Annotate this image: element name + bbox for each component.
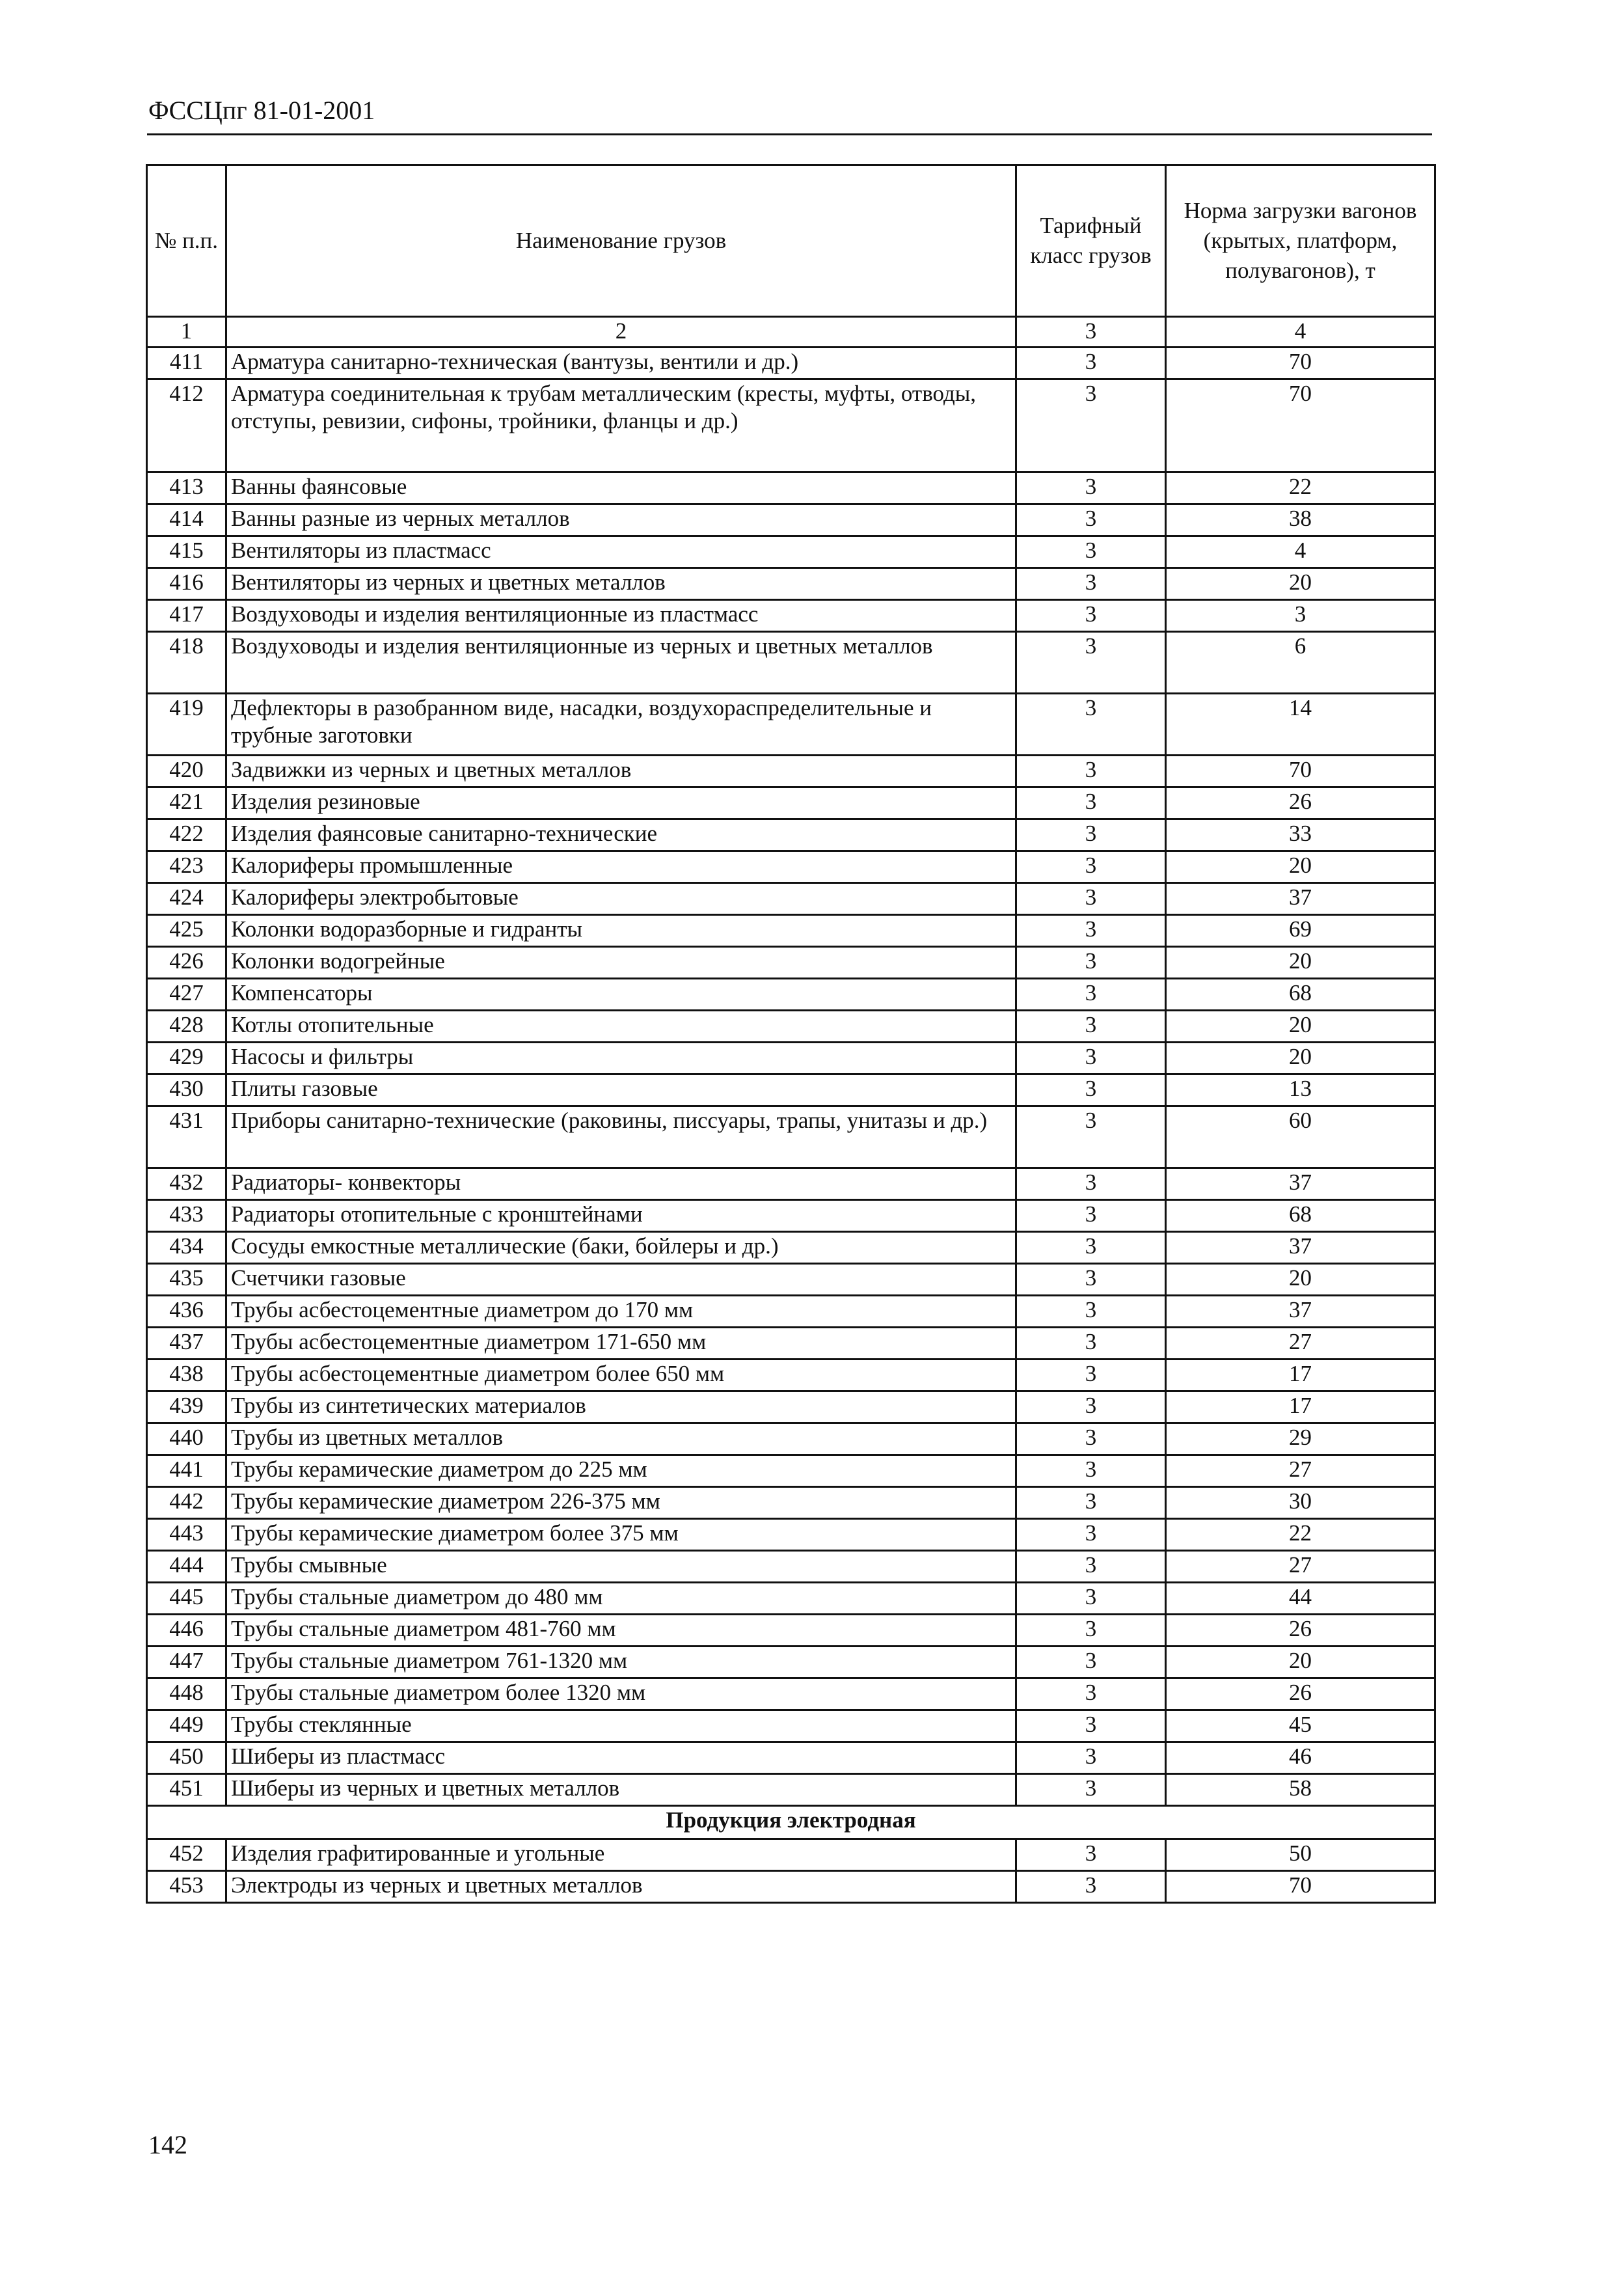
load-norm: 27 xyxy=(1166,1455,1435,1487)
column-header-norm: Норма загрузки вагонов (крытых, платформ, полувагонов), т xyxy=(1166,165,1435,317)
row-number: 436 xyxy=(147,1296,226,1328)
load-norm: 70 xyxy=(1166,348,1435,379)
load-norm: 20 xyxy=(1166,1264,1435,1296)
load-norm: 37 xyxy=(1166,1168,1435,1200)
load-norm: 29 xyxy=(1166,1423,1435,1455)
cargo-name: Трубы асбестоцементные диаметром более 650 мм xyxy=(226,1360,1016,1391)
column-index: 2 xyxy=(226,317,1016,348)
tariff-class: 3 xyxy=(1016,1742,1166,1774)
tariff-class: 3 xyxy=(1016,1710,1166,1742)
row-number: 419 xyxy=(147,694,226,756)
cargo-name: Арматура санитарно-техническая (вантузы, вентили и др.) xyxy=(226,348,1016,379)
cargo-name: Вентиляторы из черных и цветных металлов xyxy=(226,568,1016,600)
row-number: 452 xyxy=(147,1839,226,1871)
table-row xyxy=(147,1583,1435,1615)
cargo-name: Изделия фаянсовые санитарно-технические xyxy=(226,819,1016,851)
load-norm: 33 xyxy=(1166,819,1435,851)
column-index: 3 xyxy=(1016,317,1166,348)
table-row xyxy=(147,1074,1435,1106)
section-row xyxy=(147,1806,1435,1839)
tariff-class: 3 xyxy=(1016,1200,1166,1232)
tariff-class: 3 xyxy=(1016,1455,1166,1487)
table-row xyxy=(147,472,1435,504)
cargo-name: Арматура соединительная к трубам металлическим (кресты, муфты, отводы, отступы, ревизии, сифоны, тройники, фланцы и др.) xyxy=(226,379,1016,472)
table-row xyxy=(147,1774,1435,1806)
tariff-class: 3 xyxy=(1016,1168,1166,1200)
column-header-number: № п.п. xyxy=(147,165,226,317)
table-row xyxy=(147,694,1435,756)
tariff-class: 3 xyxy=(1016,1839,1166,1871)
tariff-class: 3 xyxy=(1016,472,1166,504)
load-norm: 17 xyxy=(1166,1391,1435,1423)
cargo-name: Изделия резиновые xyxy=(226,787,1016,819)
cargo-table xyxy=(146,164,1436,1904)
cargo-name: Изделия графитированные и угольные xyxy=(226,1839,1016,1871)
cargo-name: Трубы стальные диаметром 481-760 мм xyxy=(226,1615,1016,1647)
load-norm: 14 xyxy=(1166,694,1435,756)
cargo-name: Трубы керамические диаметром более 375 мм xyxy=(226,1519,1016,1551)
table-row xyxy=(147,379,1435,472)
tariff-class: 3 xyxy=(1016,1423,1166,1455)
cargo-name: Ванны фаянсовые xyxy=(226,472,1016,504)
load-norm: 60 xyxy=(1166,1106,1435,1168)
row-number: 416 xyxy=(147,568,226,600)
tariff-class: 3 xyxy=(1016,915,1166,947)
row-number: 445 xyxy=(147,1583,226,1615)
table-row xyxy=(147,851,1435,883)
table-row xyxy=(147,1423,1435,1455)
cargo-name: Ванны разные из черных металлов xyxy=(226,504,1016,536)
cargo-name: Дефлекторы в разобранном виде, насадки, воздухораспределительные и трубные заготовки xyxy=(226,694,1016,756)
load-norm: 30 xyxy=(1166,1487,1435,1519)
tariff-class: 3 xyxy=(1016,1583,1166,1615)
table-row xyxy=(147,1106,1435,1168)
row-number: 438 xyxy=(147,1360,226,1391)
tariff-class: 3 xyxy=(1016,1551,1166,1583)
load-norm: 4 xyxy=(1166,536,1435,568)
row-number: 411 xyxy=(147,348,226,379)
row-number: 439 xyxy=(147,1391,226,1423)
load-norm: 58 xyxy=(1166,1774,1435,1806)
load-norm: 26 xyxy=(1166,1678,1435,1710)
row-number: 412 xyxy=(147,379,226,472)
row-number: 434 xyxy=(147,1232,226,1264)
table-row xyxy=(147,632,1435,694)
cargo-name: Трубы керамические диаметром 226-375 мм xyxy=(226,1487,1016,1519)
header-rule xyxy=(147,133,1432,135)
cargo-name: Приборы санитарно-технические (раковины, писсуары, трапы, унитазы и др.) xyxy=(226,1106,1016,1168)
table-row xyxy=(147,1839,1435,1871)
tariff-class: 3 xyxy=(1016,504,1166,536)
tariff-class: 3 xyxy=(1016,1615,1166,1647)
tariff-class: 3 xyxy=(1016,1519,1166,1551)
load-norm: 37 xyxy=(1166,1296,1435,1328)
row-number: 443 xyxy=(147,1519,226,1551)
load-norm: 50 xyxy=(1166,1839,1435,1871)
table-row xyxy=(147,1647,1435,1678)
load-norm: 20 xyxy=(1166,947,1435,979)
table-row xyxy=(147,1043,1435,1074)
cargo-name: Шиберы из пластмасс xyxy=(226,1742,1016,1774)
tariff-class: 3 xyxy=(1016,379,1166,472)
row-number: 415 xyxy=(147,536,226,568)
load-norm: 46 xyxy=(1166,1742,1435,1774)
tariff-class: 3 xyxy=(1016,632,1166,694)
table-row xyxy=(147,1678,1435,1710)
row-number: 418 xyxy=(147,632,226,694)
table-row xyxy=(147,883,1435,915)
row-number: 417 xyxy=(147,600,226,632)
load-norm: 38 xyxy=(1166,504,1435,536)
row-number: 421 xyxy=(147,787,226,819)
tariff-class: 3 xyxy=(1016,1487,1166,1519)
table-row xyxy=(147,1264,1435,1296)
tariff-class: 3 xyxy=(1016,536,1166,568)
tariff-class: 3 xyxy=(1016,1043,1166,1074)
load-norm: 70 xyxy=(1166,756,1435,787)
load-norm: 45 xyxy=(1166,1710,1435,1742)
cargo-name: Трубы из цветных металлов xyxy=(226,1423,1016,1455)
load-norm: 22 xyxy=(1166,1519,1435,1551)
table-row xyxy=(147,1487,1435,1519)
tariff-class: 3 xyxy=(1016,1011,1166,1043)
cargo-name: Трубы стальные диаметром 761-1320 мм xyxy=(226,1647,1016,1678)
tariff-class: 3 xyxy=(1016,1391,1166,1423)
row-number: 449 xyxy=(147,1710,226,1742)
table-row xyxy=(147,915,1435,947)
tariff-class: 3 xyxy=(1016,1106,1166,1168)
cargo-name: Колонки водоразборные и гидранты xyxy=(226,915,1016,947)
page-number: 142 xyxy=(148,2130,187,2159)
load-norm: 6 xyxy=(1166,632,1435,694)
tariff-class: 3 xyxy=(1016,1360,1166,1391)
row-number: 430 xyxy=(147,1074,226,1106)
table-row xyxy=(147,1232,1435,1264)
table-row xyxy=(147,1011,1435,1043)
table-row xyxy=(147,536,1435,568)
row-number: 453 xyxy=(147,1871,226,1903)
cargo-name: Шиберы из черных и цветных металлов xyxy=(226,1774,1016,1806)
cargo-name: Трубы стальные диаметром до 480 мм xyxy=(226,1583,1016,1615)
row-number: 427 xyxy=(147,979,226,1011)
cargo-name: Котлы отопительные xyxy=(226,1011,1016,1043)
tariff-class: 3 xyxy=(1016,1678,1166,1710)
section-title: Продукция электродная xyxy=(147,1806,1435,1839)
table-row xyxy=(147,1296,1435,1328)
cargo-name: Плиты газовые xyxy=(226,1074,1016,1106)
row-number: 423 xyxy=(147,851,226,883)
table-row xyxy=(147,1391,1435,1423)
row-number: 428 xyxy=(147,1011,226,1043)
tariff-class: 3 xyxy=(1016,1074,1166,1106)
row-number: 425 xyxy=(147,915,226,947)
table-row xyxy=(147,504,1435,536)
cargo-name: Калориферы промышленные xyxy=(226,851,1016,883)
cargo-name: Воздуховоды и изделия вентиляционные из пластмасс xyxy=(226,600,1016,632)
tariff-class: 3 xyxy=(1016,1871,1166,1903)
table-row xyxy=(147,1200,1435,1232)
row-number: 431 xyxy=(147,1106,226,1168)
cargo-name: Вентиляторы из пластмасс xyxy=(226,536,1016,568)
tariff-class: 3 xyxy=(1016,348,1166,379)
table-row xyxy=(147,348,1435,379)
row-number: 420 xyxy=(147,756,226,787)
column-index-row xyxy=(147,317,1435,348)
cargo-name: Трубы асбестоцементные диаметром 171-650 мм xyxy=(226,1328,1016,1360)
tariff-class: 3 xyxy=(1016,1296,1166,1328)
load-norm: 26 xyxy=(1166,787,1435,819)
cargo-name: Воздуховоды и изделия вентиляционные из черных и цветных металлов xyxy=(226,632,1016,694)
load-norm: 20 xyxy=(1166,568,1435,600)
tariff-class: 3 xyxy=(1016,947,1166,979)
row-number: 444 xyxy=(147,1551,226,1583)
row-number: 442 xyxy=(147,1487,226,1519)
table-row xyxy=(147,1871,1435,1903)
table-row xyxy=(147,1615,1435,1647)
row-number: 441 xyxy=(147,1455,226,1487)
tariff-class: 3 xyxy=(1016,1264,1166,1296)
tariff-class: 3 xyxy=(1016,1232,1166,1264)
load-norm: 37 xyxy=(1166,1232,1435,1264)
table-row xyxy=(147,1455,1435,1487)
load-norm: 70 xyxy=(1166,379,1435,472)
row-number: 447 xyxy=(147,1647,226,1678)
load-norm: 13 xyxy=(1166,1074,1435,1106)
cargo-name: Компенсаторы xyxy=(226,979,1016,1011)
tariff-class: 3 xyxy=(1016,979,1166,1011)
row-number: 446 xyxy=(147,1615,226,1647)
row-number: 450 xyxy=(147,1742,226,1774)
table-row xyxy=(147,787,1435,819)
load-norm: 20 xyxy=(1166,851,1435,883)
table-row xyxy=(147,1742,1435,1774)
table-row xyxy=(147,1710,1435,1742)
column-header-name: Наименование грузов xyxy=(226,165,1016,317)
tariff-class: 3 xyxy=(1016,1774,1166,1806)
row-number: 426 xyxy=(147,947,226,979)
load-norm: 27 xyxy=(1166,1551,1435,1583)
tariff-class: 3 xyxy=(1016,568,1166,600)
tariff-class: 3 xyxy=(1016,787,1166,819)
row-number: 448 xyxy=(147,1678,226,1710)
table-header-row xyxy=(147,165,1435,317)
cargo-name: Трубы стеклянные xyxy=(226,1710,1016,1742)
table-row xyxy=(147,1328,1435,1360)
table-row xyxy=(147,756,1435,787)
load-norm: 3 xyxy=(1166,600,1435,632)
cargo-name: Сосуды емкостные металлические (баки, бойлеры и др.) xyxy=(226,1232,1016,1264)
column-index: 1 xyxy=(147,317,226,348)
table-row xyxy=(147,600,1435,632)
load-norm: 68 xyxy=(1166,1200,1435,1232)
cargo-name: Трубы смывные xyxy=(226,1551,1016,1583)
row-number: 414 xyxy=(147,504,226,536)
table-row xyxy=(147,1519,1435,1551)
cargo-name: Трубы из синтетических материалов xyxy=(226,1391,1016,1423)
load-norm: 44 xyxy=(1166,1583,1435,1615)
tariff-class: 3 xyxy=(1016,1647,1166,1678)
load-norm: 26 xyxy=(1166,1615,1435,1647)
cargo-name: Колонки водогрейные xyxy=(226,947,1016,979)
row-number: 435 xyxy=(147,1264,226,1296)
tariff-class: 3 xyxy=(1016,694,1166,756)
row-number: 440 xyxy=(147,1423,226,1455)
row-number: 433 xyxy=(147,1200,226,1232)
tariff-class: 3 xyxy=(1016,819,1166,851)
row-number: 429 xyxy=(147,1043,226,1074)
cargo-name: Насосы и фильтры xyxy=(226,1043,1016,1074)
table-row xyxy=(147,1551,1435,1583)
row-number: 424 xyxy=(147,883,226,915)
column-index: 4 xyxy=(1166,317,1435,348)
cargo-name: Задвижки из черных и цветных металлов xyxy=(226,756,1016,787)
load-norm: 68 xyxy=(1166,979,1435,1011)
row-number: 432 xyxy=(147,1168,226,1200)
load-norm: 27 xyxy=(1166,1328,1435,1360)
tariff-class: 3 xyxy=(1016,600,1166,632)
row-number: 413 xyxy=(147,472,226,504)
cargo-name: Радиаторы- конвекторы xyxy=(226,1168,1016,1200)
row-number: 451 xyxy=(147,1774,226,1806)
load-norm: 37 xyxy=(1166,883,1435,915)
table-row xyxy=(147,819,1435,851)
load-norm: 20 xyxy=(1166,1043,1435,1074)
cargo-name: Счетчики газовые xyxy=(226,1264,1016,1296)
cargo-name: Радиаторы отопительные с кронштейнами xyxy=(226,1200,1016,1232)
table-row xyxy=(147,979,1435,1011)
load-norm: 20 xyxy=(1166,1011,1435,1043)
cargo-name: Электроды из черных и цветных металлов xyxy=(226,1871,1016,1903)
tariff-class: 3 xyxy=(1016,756,1166,787)
cargo-name: Калориферы электробытовые xyxy=(226,883,1016,915)
cargo-name: Трубы асбестоцементные диаметром до 170 мм xyxy=(226,1296,1016,1328)
cargo-name: Трубы стальные диаметром более 1320 мм xyxy=(226,1678,1016,1710)
cargo-name: Трубы керамические диаметром до 225 мм xyxy=(226,1455,1016,1487)
tariff-class: 3 xyxy=(1016,851,1166,883)
document-code: ФССЦпг 81-01-2001 xyxy=(148,96,375,125)
column-header-class: Тарифный класс грузов xyxy=(1016,165,1166,317)
table-row xyxy=(147,1360,1435,1391)
load-norm: 20 xyxy=(1166,1647,1435,1678)
table-row xyxy=(147,568,1435,600)
load-norm: 17 xyxy=(1166,1360,1435,1391)
table-row xyxy=(147,1168,1435,1200)
row-number: 437 xyxy=(147,1328,226,1360)
tariff-class: 3 xyxy=(1016,883,1166,915)
row-number: 422 xyxy=(147,819,226,851)
load-norm: 70 xyxy=(1166,1871,1435,1903)
tariff-class: 3 xyxy=(1016,1328,1166,1360)
table-row xyxy=(147,947,1435,979)
load-norm: 22 xyxy=(1166,472,1435,504)
load-norm: 69 xyxy=(1166,915,1435,947)
